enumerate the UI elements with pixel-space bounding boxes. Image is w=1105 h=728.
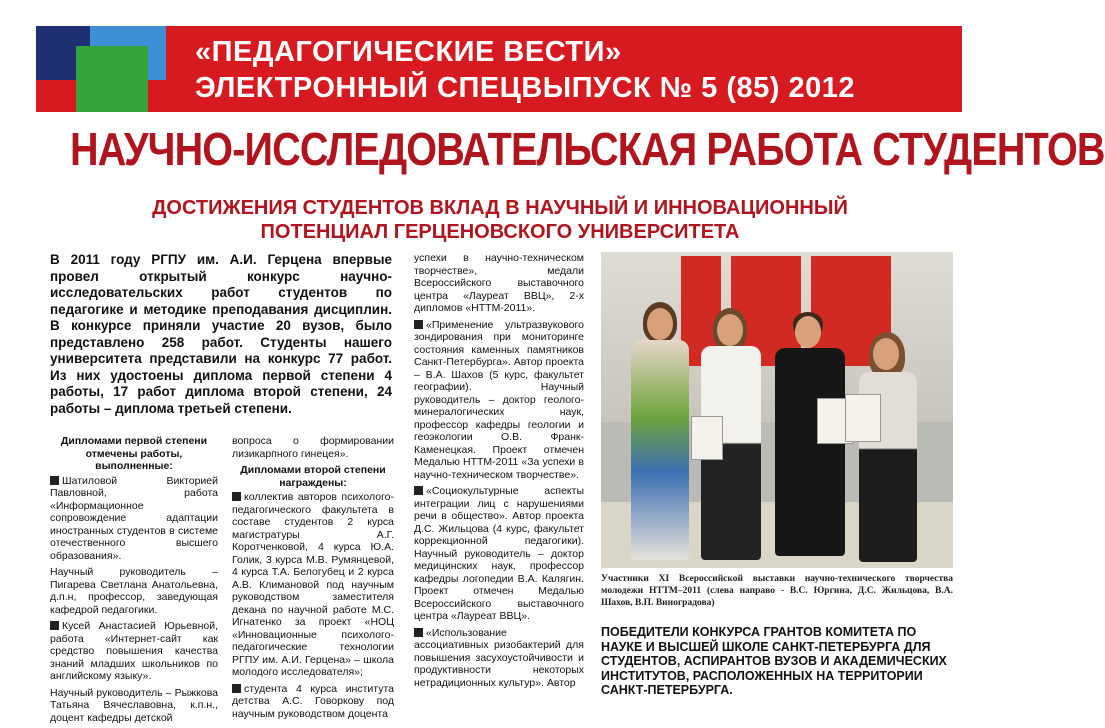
paragraph-text: «Социокультурные аспекты интеграции лиц с нарушениями речи в общество». Автор проекта Д.С. Жильцова (4 курс, факультет коррекционной педагогики). Научный руководитель – доктор медицинских наук, профессор кафедры логопедии В.А. Калягин. Проект отмечен Медалью Всероссийского выставочного центра «Лауреат ВВЦ». <box>414 485 584 622</box>
lead-paragraph: В 2011 году РГПУ им. А.И. Герцена впервые провел открытый конкурс научно-исследовательских работ студентов по педагогике и методике преподавания дисциплин. В конкурсе приняли участие 20 вузов, было представлено 258 работ. Студенты нашего университета представили на конкурс 77 работ. Из них удостоены диплома первой степени 4 работы, 17 работ диплома второй степени, 24 работы – диплома третьей степени. <box>50 252 392 416</box>
text-column-3 <box>414 252 584 693</box>
article-subheadline <box>80 196 920 244</box>
subheadline-line-2: ПОТЕНЦИАЛ ГЕРЦЕНОВСКОГО УНИВЕРСИТЕТА <box>260 221 740 243</box>
paragraph <box>414 485 584 623</box>
paragraph: успехи в научно-техническом творчестве», медали Всероссийского выставочного центра «Лауреат ВВЦ», 2-х дипломов «НТТМ-2011». <box>414 252 584 314</box>
paragraph-text: Шатиловой Викторией Павловной, работа «Информационное сопровождение адаптации иностранных студентов в системе отечественного высшего образования». <box>50 474 218 562</box>
paragraph: вопроса о формировании лизикарпного гинецея». <box>232 435 394 460</box>
square-bullet-icon <box>414 628 423 637</box>
paragraph-text: коллектив авторов психолого-педагогического факультета в составе студентов 2 курса магистратуры А.Г. Коротченковой, 4 курса Ю.А. Голик, 3 курса М.В. Румянцевой, 4 курса Т.А. Белогубец и 2 курса А.В. Климановой под научным руководством заместителя декана по научной работе М.С. Игнатенко за проект «НОЦ «Инновационные психолого-педагогические технологии РГПУ им. А.И. Герцена» – школа молодого исследователя»; <box>232 491 394 678</box>
square-bullet-icon <box>414 320 423 329</box>
photo-caption: Участники XI Всероссийской выставки научно-технического творчества молодежи НТТМ–2011 (слева направо - В.С. Юргина, Д.С. Жильцова, В.А. Шахов, В.П. Виноградова) <box>601 574 953 608</box>
issue-title: ЭЛЕКТРОННЫЙ СПЕЦВЫПУСК № 5 (85) 2012 <box>195 72 855 104</box>
text-column-1 <box>50 435 218 728</box>
paragraph <box>232 491 394 679</box>
university-logo <box>36 26 176 112</box>
section-heading-first-degree: Дипломами первой степени отмечены работы, выполненные: <box>60 435 208 472</box>
square-bullet-icon <box>414 486 423 495</box>
paragraph: Научный руководитель – Пигарева Светлана Анатольевна, д.п.н, профессор, заведующая кафедрой педагогики. <box>50 566 218 616</box>
subheadline-line-1: ДОСТИЖЕНИЯ СТУДЕНТОВ ВКЛАД В НАУЧНЫЙ И ИННОВАЦИОННЫЙ <box>152 197 848 219</box>
paragraph: Научный руководитель – Рыжкова Татьяна Вячеславовна, к.п.н., доцент кафедры детской <box>50 686 218 724</box>
paragraph <box>232 683 394 721</box>
paragraph <box>50 620 218 683</box>
paragraph-text: «Применение ультразвукового зондирования при мониторинге состояния каменных памятников Санкт-Петербурга». Автор проекта – В.А. Шахов (5 курс, факультет географии). Научный руководитель – доктор геолого-минералогических наук, профессор кафедры геологии и геоэкологии О.В. Франк-Каменецкая. Проект отмечен Медалью НТТМ-2011 «За успехи в научно-техническом творчестве». <box>414 318 584 481</box>
paragraph <box>414 627 584 690</box>
article-headline: НАУЧНО-ИССЛЕДОВАТЕЛЬСКАЯ РАБОТА СТУДЕНТОВ <box>70 123 1105 175</box>
text-column-2 <box>232 435 394 724</box>
square-bullet-icon <box>50 621 59 630</box>
logo-green-square <box>76 46 148 112</box>
square-bullet-icon <box>232 492 241 501</box>
paragraph-text: Кусей Анастасией Юрьевной, работа «Интернет-сайт как средство повышения качества знаний младших школьников по английскому языку». <box>50 620 218 682</box>
paragraph-text: студента 4 курса института детства А.С. Говоркову под научным руководством доцента <box>232 682 394 720</box>
participants-photo <box>601 252 953 568</box>
paragraph <box>414 319 584 482</box>
square-bullet-icon <box>232 684 241 693</box>
masthead-title: «ПЕДАГОГИЧЕСКИЕ ВЕСТИ» <box>195 36 622 68</box>
paragraph <box>50 475 218 563</box>
section-heading-second-degree: Дипломами второй степени награждены: <box>240 464 386 489</box>
square-bullet-icon <box>50 476 59 485</box>
winners-heading: ПОБЕДИТЕЛИ КОНКУРСА ГРАНТОВ КОМИТЕТА ПО НАУКЕ И ВЫСШЕЙ ШКОЛЕ САНКТ-ПЕТЕРБУРГА ДЛЯ СТУДЕНТОВ, АСПИРАНТОВ ВУЗОВ И АКАДЕМИЧЕСКИХ ИНСТИТУТОВ, РАСПОЛОЖЕННЫХ НА ТЕРРИТОРИИ САНКТ-ПЕТЕРБУРГА. <box>601 625 947 697</box>
paragraph-text: «Использование ассоциативных ризобактерий для повышения засухоустойчивости и продуктивности некоторых нетрадиционных культур». Автор <box>414 626 584 689</box>
